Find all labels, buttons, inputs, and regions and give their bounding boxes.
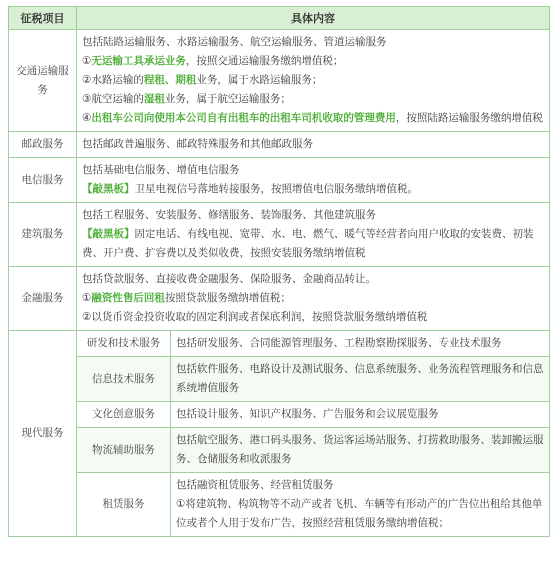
content-finance: 包括贷款服务、直接收费金融服务、保险服务、金融商品转让。 ①融资性售后回租按照贷款服务缴纳增值税； ②以货币资金投资收取的固定利润或者保底利润，按照贷款服务缴纳增值税	[77, 267, 550, 331]
content-it: 包括软件服务、电路设计及测试服务、信息系统服务、业务流程管理服务和信息系统增值服务	[171, 357, 550, 402]
category-modern: 现代服务	[9, 331, 77, 537]
content-telecom: 包括基础电信服务、增值电信服务 【敲黑板】卫星电视信号落地转接服务，按照增值电信服务缴纳增值税。	[77, 158, 550, 203]
sub-it: 信息技术服务	[77, 357, 171, 402]
table-header-row	[9, 7, 550, 30]
category-transport: 交通运输服务	[9, 30, 77, 132]
category-construction: 建筑服务	[9, 203, 77, 267]
row-telecom	[9, 158, 550, 203]
content-postal: 包括邮政普遍服务、邮政特殊服务和其他邮政服务	[77, 132, 550, 158]
content-culture: 包括设计服务、知识产权服务、广告服务和会议展览服务	[171, 402, 550, 428]
header-tax-item: 征税项目	[9, 7, 77, 30]
row-postal	[9, 132, 550, 158]
row-modern-culture	[9, 402, 550, 428]
row-construction	[9, 203, 550, 267]
row-modern-leasing	[9, 473, 550, 537]
header-content: 具体内容	[77, 7, 550, 30]
row-finance	[9, 267, 550, 331]
content-logistics: 包括航空服务、港口码头服务、货运客运场站服务、打捞救助服务、装卸搬运服务、仓储服务和收派服务	[171, 428, 550, 473]
content-leasing: 包括融资租赁服务、经营租赁服务 ①将建筑物、构筑物等不动产或者飞机、车辆等有形动产的广告位出租给其他单位或者个人用于发布广告，按照经营租赁服务缴纳增值税；	[171, 473, 550, 537]
sub-culture: 文化创意服务	[77, 402, 171, 428]
row-modern-rd	[9, 331, 550, 357]
sub-rd: 研发和技术服务	[77, 331, 171, 357]
sub-logistics: 物流辅助服务	[77, 428, 171, 473]
content-construction: 包括工程服务、安装服务、修缮服务、装饰服务、其他建筑服务 【敲黑板】固定电话、有线电视、宽带、水、电、燃气、暖气等经营者向用户收取的安装费、初装费、开户费、扩容费以及类似收费，按照安装服务缴纳增值税	[77, 203, 550, 267]
sub-leasing: 租赁服务	[77, 473, 171, 537]
content-rd: 包括研发服务、合同能源管理服务、工程勘察勘探服务、专业技术服务	[171, 331, 550, 357]
category-telecom: 电信服务	[9, 158, 77, 203]
content-transport: 包括陆路运输服务、水路运输服务、航空运输服务、管道运输服务 ①无运输工具承运业务，按照交通运输服务缴纳增值税； ②水路运输的程租、期租业务，属于水路运输服务； ③航空运输的湿租业务，属于航空运输服务； ④出租车公司向使用本公司自有出租车的出租车司机收取的管理费用，按照陆路运输服务缴纳增值税	[77, 30, 550, 132]
row-modern-it	[9, 357, 550, 402]
tax-items-table	[8, 6, 550, 537]
category-postal: 邮政服务	[9, 132, 77, 158]
row-modern-logistics	[9, 428, 550, 473]
category-finance: 金融服务	[9, 267, 77, 331]
row-transport	[9, 30, 550, 132]
